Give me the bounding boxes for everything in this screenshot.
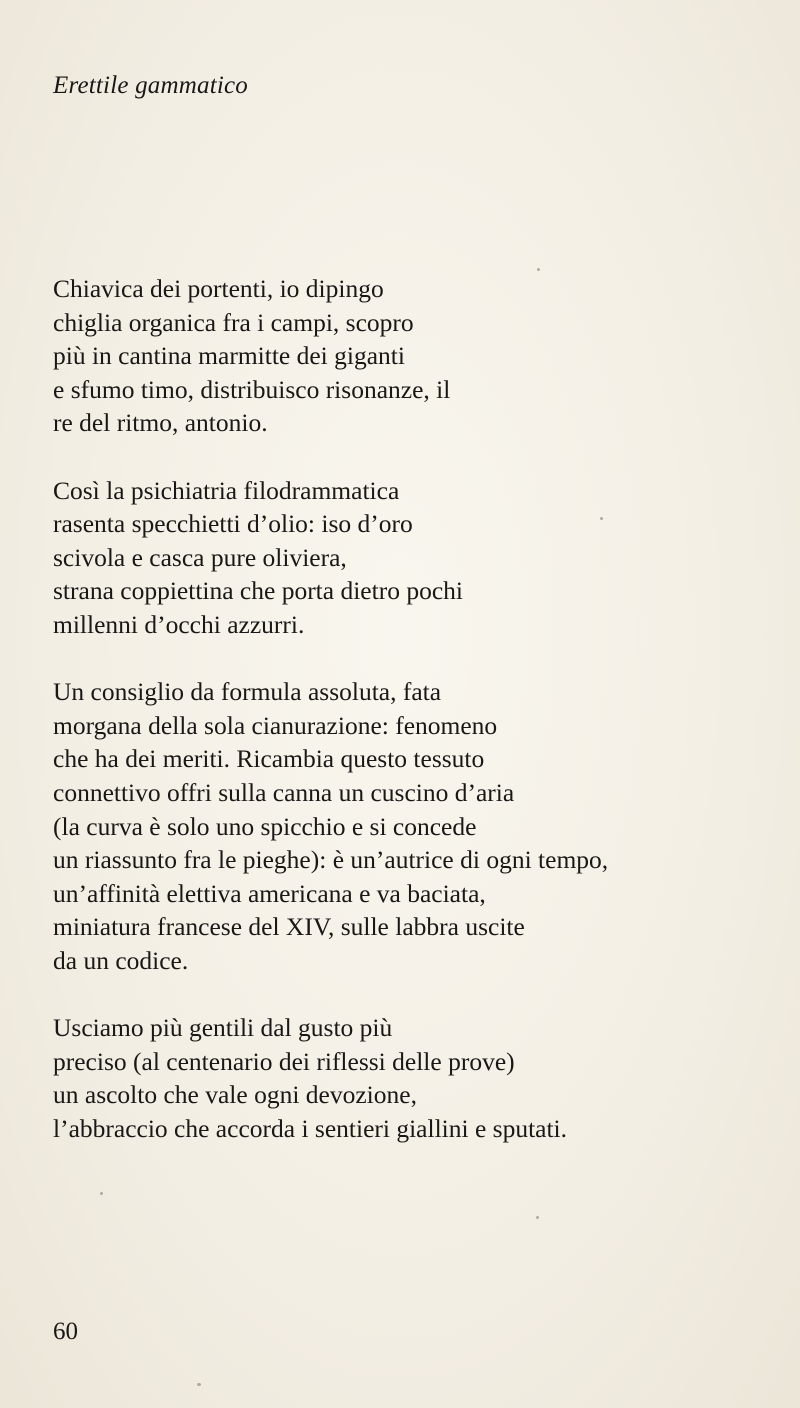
poem-line: l’abbraccio che accorda i sentieri giallini e sputati.: [53, 1113, 568, 1143]
poem-line: Chiavica dei portenti, io dipingo: [53, 274, 384, 303]
paper-speck: [197, 1383, 201, 1386]
paper-speck: [537, 268, 540, 271]
stanza-1: [53, 272, 773, 440]
paper-speck: [100, 1192, 103, 1195]
paper-speck: [536, 1216, 539, 1219]
poem-line: (la curva è solo uno spicchio e si concede: [53, 811, 477, 841]
poem-line: re del ritmo, antonio.: [53, 408, 268, 438]
poem-line: che ha dei meriti. Ricambia questo tessuto: [53, 744, 485, 774]
poem-line: preciso (al centenario dei riflessi delle prove): [53, 1046, 515, 1076]
poem-line: scivola e casca pure oliviera,: [53, 542, 347, 572]
poem-body: [53, 272, 773, 1179]
stanza-4: [53, 1011, 773, 1145]
poem-line: un ascolto che vale ogni devozione,: [53, 1080, 417, 1110]
running-title: Erettile gammatico: [53, 72, 248, 99]
poem-line: chiglia organica fra i campi, scopro: [53, 307, 414, 337]
poem-line: un’affinità elettiva americana e va baciata,: [53, 878, 486, 908]
poem-line: Un consiglio da formula assoluta, fata: [53, 677, 442, 707]
poem-line: miniatura francese del XIV, sulle labbra uscite: [53, 912, 525, 942]
poem-line: strana coppiettina che porta dietro pochi: [53, 576, 463, 606]
poem-line: un riassunto fra le pieghe): è un’autrice di ogni tempo,: [53, 845, 609, 875]
poem-line: da un codice.: [53, 945, 189, 975]
poem-line: e sfumo timo, distribuisco risonanze, il: [53, 374, 451, 404]
poem-line: Così la psichiatria filodrammatica: [53, 475, 400, 505]
stanza-2: [53, 474, 773, 642]
poem-line: rasenta specchietti d’olio: iso d’oro: [53, 509, 413, 539]
poem-line: più in cantina marmitte dei giganti: [53, 341, 405, 371]
poem-line: connettivo offri sulla canna un cuscino d’aria: [53, 777, 515, 807]
poem-line: Usciamo più gentili dal gusto più: [53, 1013, 393, 1043]
poem-line: morgana della sola cianurazione: fenomeno: [53, 710, 498, 740]
paper-speck: [600, 517, 603, 520]
stanza-3: [53, 675, 773, 977]
page-number: 60: [53, 1318, 78, 1345]
poem-line: millenni d’occhi azzurri.: [53, 609, 305, 639]
